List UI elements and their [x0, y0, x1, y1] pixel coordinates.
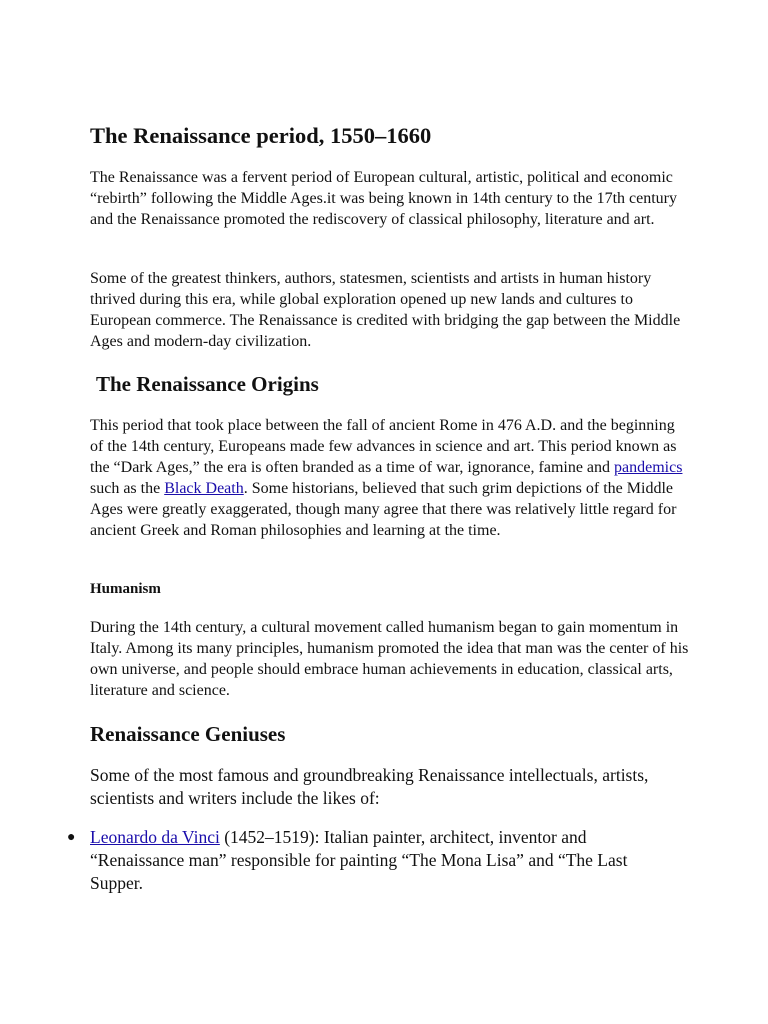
humanism-heading: Humanism: [90, 581, 161, 597]
thinkers-paragraph: Some of the greatest thinkers, authors, statesmen, scientists and artists in human history thrived during this era, while global exploration opened up new lands and cultures to European commerce. The Renaissance is credited with bridging the gap between the Middle Ages and modern-day civilization.: [90, 270, 681, 350]
bullet-icon: ●: [67, 830, 76, 845]
origins-text-3: . Some historians, believed that such grim depictions of the Middle Ages were greatly exaggerated, though many agree that there was relatively little regard for ancient Greek and Roman philosophies and learning at the time.: [90, 480, 677, 539]
pandemics-link[interactable]: pandemics: [614, 459, 683, 476]
list-item-text: (1452–1519): Italian painter, architect, inventor and “Renaissance man” responsible for painting “The Mona Lisa” and “The Last Supper.: [90, 827, 628, 893]
origins-heading: The Renaissance Origins: [96, 372, 319, 396]
origins-paragraph: [90, 415, 690, 541]
intro-paragraph: The Renaissance was a fervent period of European cultural, artistic, political and economic “rebirth” following the Middle Ages.it was being known in 14th century to the 17th century and the Renaissance promoted the rediscovery of classical philosophy, literature and art.: [90, 169, 677, 228]
geniuses-heading: Renaissance Geniuses: [90, 722, 286, 746]
geniuses-intro: Some of the most famous and groundbreaking Renaissance intellectuals, artists, scientists and writers include the likes of:: [90, 765, 649, 808]
humanism-paragraph: During the 14th century, a cultural movement called humanism began to gain momentum in Italy. Among its many principles, humanism promoted the idea that man was the center of his own universe, and people should embrace human achievements in education, classical arts, literature and science.: [90, 619, 689, 699]
origins-text-1: This period that took place between the fall of ancient Rome in 476 A.D. and the beginning of the 14th century, Europeans made few advances in science and art. This period known as the “Dark Ages,” the era is often branded as a time of war, ignorance, famine and: [90, 417, 677, 476]
page-title: The Renaissance period, 1550–1660: [90, 123, 432, 148]
origins-text-2: such as the: [90, 480, 165, 497]
geniuses-list: [67, 826, 680, 895]
leonardo-link[interactable]: Leonardo da Vinci: [90, 827, 220, 847]
list-item: [67, 826, 680, 895]
black-death-link[interactable]: Black Death: [164, 480, 244, 497]
